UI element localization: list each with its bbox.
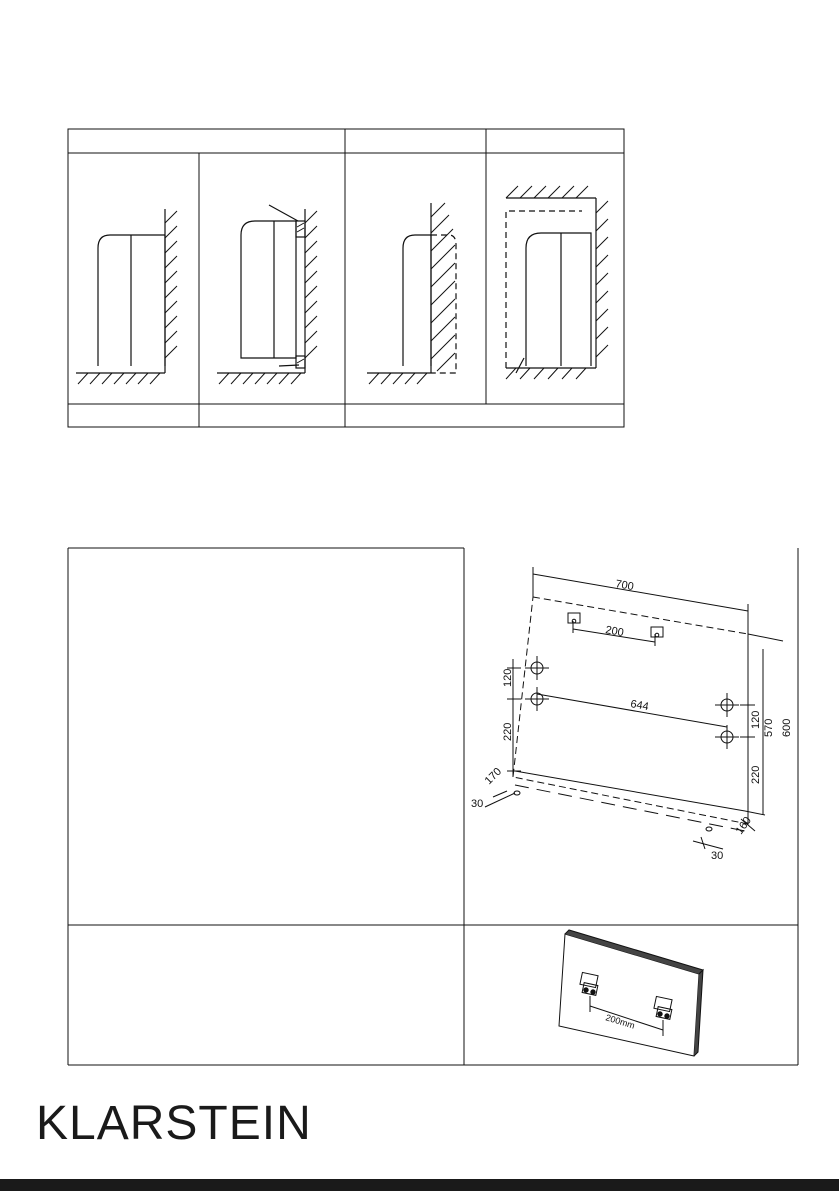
dim-700: 700 (614, 578, 635, 594)
dim-left-30: 30 (471, 798, 484, 810)
dim-left-120: 120 (502, 668, 514, 687)
dim-644: 644 (629, 698, 650, 714)
wall-bracket-illustration (465, 926, 798, 1064)
dim-570: 570 (763, 718, 775, 737)
dim-600: 600 (781, 718, 793, 737)
brand-logo: KLARSTEIN (36, 1097, 312, 1150)
dim-right-220: 220 (750, 765, 762, 784)
dim-170: 170 (482, 765, 505, 788)
dim-right-30: 30 (711, 850, 724, 862)
mounting-dimension-diagram (465, 549, 798, 924)
dim-200: 200 (604, 624, 625, 640)
bracket-spacing-label: 200mm (604, 1012, 637, 1031)
dim-left-220: 220 (502, 722, 514, 741)
dim-right-120: 120 (750, 710, 762, 729)
footer-bar (0, 1179, 839, 1191)
dim-160: 160 (733, 814, 754, 837)
